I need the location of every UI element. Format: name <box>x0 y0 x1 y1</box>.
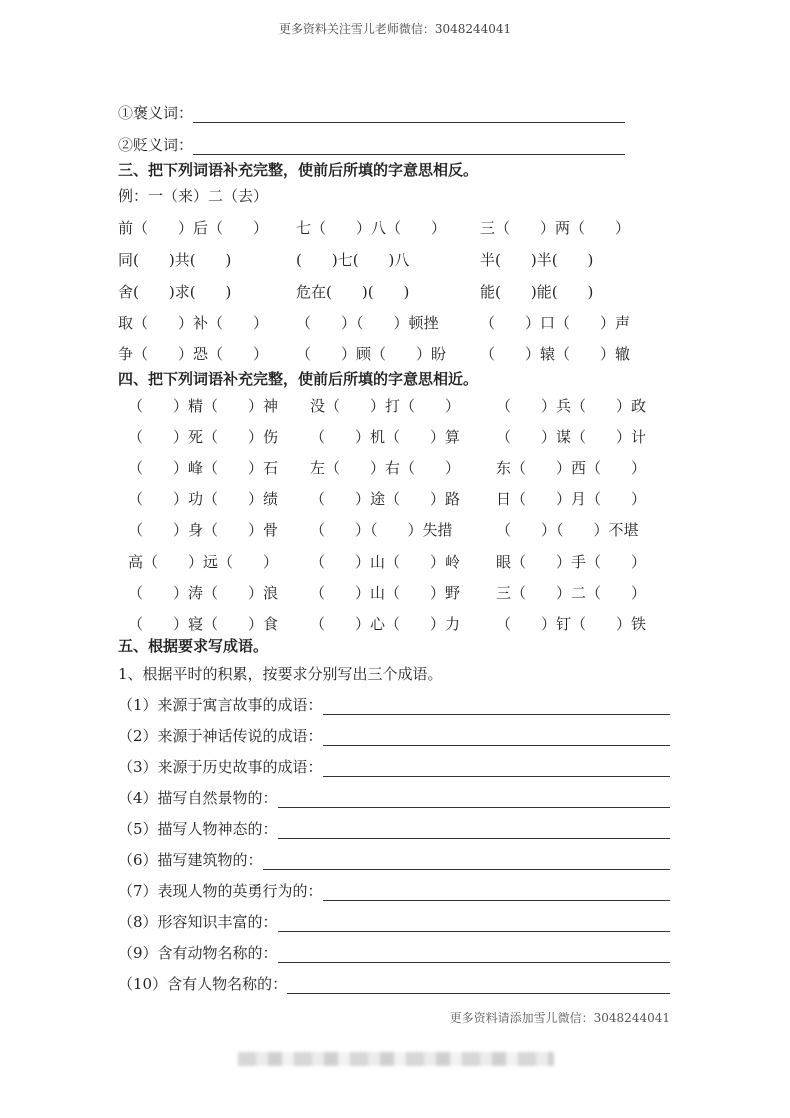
section3-example: 例：一（来）二（去） <box>118 187 269 205</box>
section5-intro: 1、根据平时的积累，按要求分别写出三个成语。 <box>118 665 443 683</box>
section4-item[interactable]: 东（ ）西（ ） <box>496 459 647 477</box>
section4-item[interactable]: （ ）峰（ ）石 <box>128 459 279 477</box>
section4-item[interactable]: （ ）身（ ）骨 <box>128 521 279 539</box>
derogatory-answer-line[interactable] <box>193 138 625 155</box>
section5-item-label: （9）含有动物名称的： <box>118 944 278 962</box>
section4-item[interactable]: 高（ ）远（ ） <box>128 553 279 571</box>
section5-item-label: （7）表现人物的英勇行为的： <box>118 882 323 900</box>
section3-item[interactable]: （ ）（ ）顿挫 <box>296 314 439 332</box>
section3-item[interactable]: 取（ ）补（ ） <box>118 314 269 332</box>
section4-title: 四、把下列词语补充完整，使前后所填的字意思相近。 <box>118 370 479 388</box>
section4-item[interactable]: （ ）心（ ）力 <box>310 615 461 633</box>
section5-item-row <box>118 788 670 808</box>
section5-answer-line[interactable] <box>278 822 670 839</box>
section5-answer-line[interactable] <box>323 884 670 901</box>
section3-item[interactable]: （ ）顾（ ）盼 <box>296 345 447 363</box>
section5-item-row <box>118 850 670 870</box>
section4-item[interactable]: （ ）机（ ）算 <box>310 428 461 446</box>
section4-row <box>118 519 678 541</box>
section3-row <box>118 281 678 303</box>
section5-item-row <box>118 726 670 746</box>
commendatory-label: ①褒义词： <box>118 104 194 122</box>
section5-answer-line[interactable] <box>263 853 670 870</box>
section5-item-label: （10）含有人物名称的： <box>118 975 288 993</box>
section5-item-label: （8）形容知识丰富的： <box>118 913 278 931</box>
section4-item[interactable]: 没（ ）打（ ） <box>310 397 461 415</box>
section5-item-row <box>118 757 670 777</box>
section4-item[interactable]: （ ）寝（ ）食 <box>128 615 279 633</box>
section5-item-label: （3）来源于历史故事的成语： <box>118 758 323 776</box>
section4-item[interactable]: （ ）钉（ ）铁 <box>496 615 647 633</box>
section4-item[interactable]: （ ）精（ ）神 <box>128 397 279 415</box>
section3-item[interactable]: 争（ ）恐（ ） <box>118 345 269 363</box>
section4-item[interactable]: （ ）山（ ）野 <box>310 584 461 602</box>
blurred-footer-bar <box>238 1052 554 1066</box>
section3-item[interactable]: （ ）辕（ ）辙 <box>480 345 631 363</box>
section3-item[interactable]: ( )七( )八 <box>296 251 410 269</box>
section3-item[interactable]: 半( )半( ) <box>480 251 594 269</box>
header-note: 更多资料关注雪儿老师微信：3048244041 <box>278 22 512 36</box>
section3-row <box>118 249 678 271</box>
section4-item[interactable]: （ ）（ ）失措 <box>310 521 453 539</box>
section4-item[interactable]: 眼（ ）手（ ） <box>496 553 647 571</box>
section5-item-row <box>118 943 670 963</box>
section4-item[interactable]: 日（ ）月（ ） <box>496 490 647 508</box>
section3-item[interactable]: 同( )共( ) <box>118 251 232 269</box>
section5-answer-line[interactable] <box>323 760 670 777</box>
derogatory-label: ②贬义词： <box>118 136 194 154</box>
section5-item-row <box>118 912 670 932</box>
section5-item-label: （6）描写建筑物的： <box>118 851 263 869</box>
section3-item[interactable]: 危在( )( ) <box>296 283 410 301</box>
section5-answer-line[interactable] <box>323 698 670 715</box>
section5-title: 五、根据要求写成语。 <box>118 637 269 655</box>
derogatory-row <box>118 135 625 155</box>
section3-row <box>118 312 678 334</box>
section5-answer-line[interactable] <box>323 729 670 746</box>
section5-answer-line[interactable] <box>278 791 670 808</box>
section3-title: 三、把下列词语补充完整，使前后所填的字意思相反。 <box>118 161 479 179</box>
section5-item-row <box>118 974 670 994</box>
section5-item-label: （2）来源于神话传说的成语： <box>118 727 323 745</box>
section4-row <box>118 457 678 479</box>
section4-row <box>118 582 678 604</box>
section5-item-label: （5）描写人物神态的： <box>118 820 278 838</box>
section4-item[interactable]: （ ）功（ ）绩 <box>128 490 279 508</box>
section3-row <box>118 343 678 365</box>
section4-row <box>118 426 678 448</box>
footer-note: 更多资料请添加雪儿微信：3048244041 <box>449 1011 670 1025</box>
section5-item-label: （1）来源于寓言故事的成语： <box>118 696 323 714</box>
section3-item[interactable]: 三（ ）两（ ） <box>480 219 631 237</box>
section4-item[interactable]: （ ）（ ）不堪 <box>496 521 639 539</box>
section3-item[interactable]: 舍( )求( ) <box>118 283 232 301</box>
section5-item-row <box>118 819 670 839</box>
section5-answer-line[interactable] <box>278 946 670 963</box>
section3-item[interactable]: （ ）口（ ）声 <box>480 314 631 332</box>
section4-item[interactable]: （ ）死（ ）伤 <box>128 428 279 446</box>
section5-item-label: （4）描写自然景物的： <box>118 789 278 807</box>
section5-answer-line[interactable] <box>278 915 670 932</box>
section5-answer-line[interactable] <box>287 977 670 994</box>
section5-item-row <box>118 695 670 715</box>
section3-item[interactable]: 七（ ）八（ ） <box>296 219 447 237</box>
section4-row <box>118 613 678 635</box>
section4-item[interactable]: （ ）途（ ）路 <box>310 490 461 508</box>
section4-row <box>118 551 678 573</box>
section5-item-row <box>118 881 670 901</box>
commendatory-row <box>118 103 625 123</box>
section4-item[interactable]: （ ）涛（ ）浪 <box>128 584 279 602</box>
section3-item[interactable]: 能( )能( ) <box>480 283 594 301</box>
section4-item[interactable]: 三（ ）二（ ） <box>496 584 647 602</box>
commendatory-answer-line[interactable] <box>193 106 625 123</box>
section4-item[interactable]: 左（ ）右（ ） <box>310 459 461 477</box>
section4-item[interactable]: （ ）兵（ ）政 <box>496 397 647 415</box>
section4-row <box>118 395 678 417</box>
section4-row <box>118 488 678 510</box>
section4-item[interactable]: （ ）谋（ ）计 <box>496 428 647 446</box>
section4-item[interactable]: （ ）山（ ）岭 <box>310 553 461 571</box>
section3-row <box>118 217 678 239</box>
section3-item[interactable]: 前（ ）后（ ） <box>118 219 269 237</box>
